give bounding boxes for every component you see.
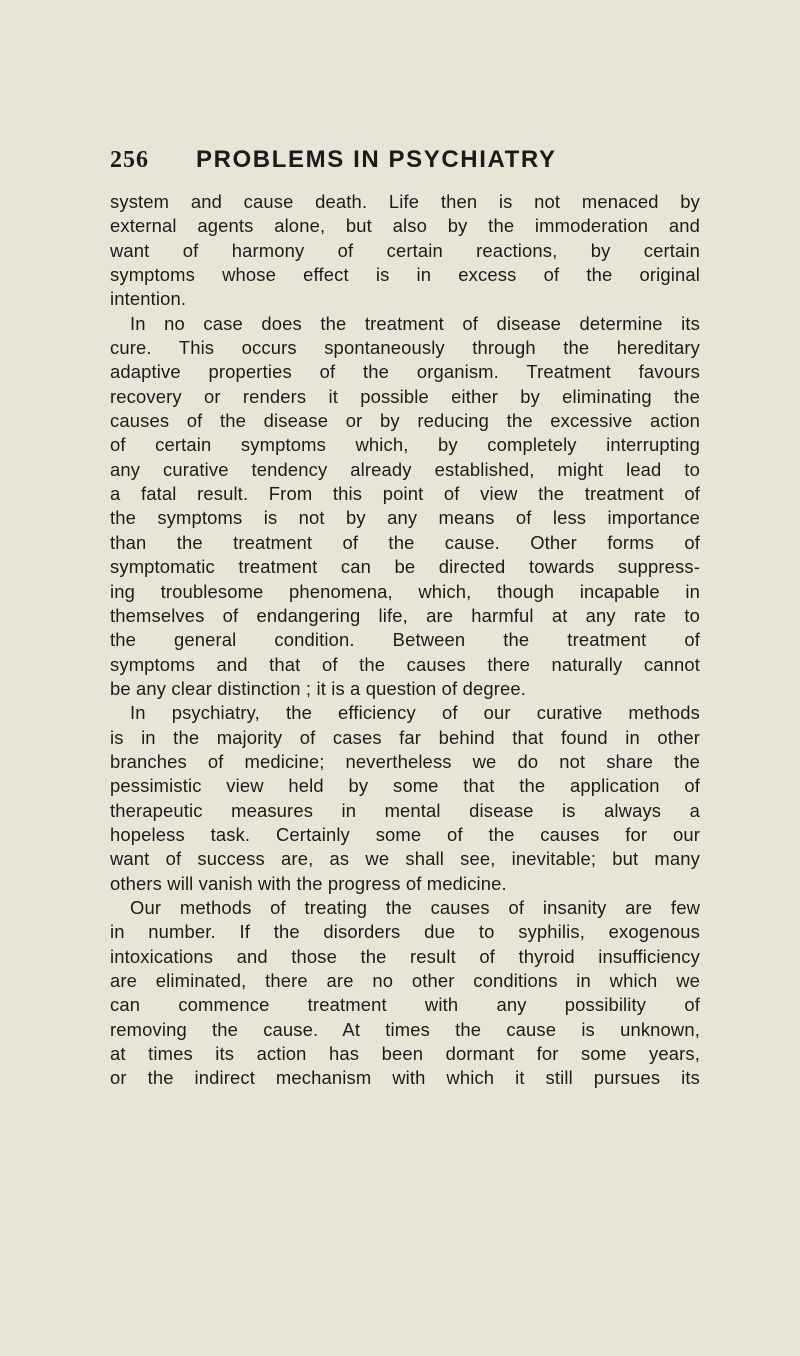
text-line: recovery or renders it possible either by eliminating the [110, 385, 700, 407]
text-line: is in the majority of cases far behind that found in other [110, 726, 700, 748]
text-line: branches of medicine; nevertheless we do not share the [110, 750, 700, 772]
text-line: adaptive properties of the organism. Treatment favours [110, 361, 700, 383]
text-line: than the treatment of the cause. Other forms of [110, 531, 700, 553]
text-line: the symptoms is not by any means of less importance [110, 507, 700, 529]
text-line: others will vanish with the progress of medicine. [110, 872, 507, 894]
text-line: symptoms and that of the causes there naturally cannot [110, 653, 700, 675]
text-line: the general condition. Between the treatment of [110, 629, 700, 651]
running-head [110, 146, 710, 180]
text-line: are eliminated, there are no other conditions in which we [110, 970, 700, 991]
text-line: symptoms whose effect is in excess of the original [110, 264, 700, 286]
text-line: at times its action has been dormant for some years, [110, 1043, 700, 1065]
text-line: in number. If the disorders due to syphilis, exogenous [110, 921, 700, 943]
text-line: cure. This occurs spontaneously through the hereditary [110, 337, 700, 359]
text-line: causes of the disease or by reducing the excessive action [110, 410, 700, 432]
text-line: symptomatic treatment can be directed towards suppress- [110, 556, 700, 578]
text-line: can commence treatment with any possibility of [110, 994, 700, 1016]
running-title: PROBLEMS IN PSYCHIATRY [196, 146, 557, 173]
page-number: 256 [110, 147, 149, 173]
text-line: external agents alone, but also by the immoderation and [110, 215, 700, 237]
text-line: In no case does the treatment of disease determine its [130, 312, 700, 334]
text-line: In psychiatry, the efficiency of our curative methods [130, 702, 700, 724]
text-line: any curative tendency already established, might lead to [110, 458, 700, 480]
text-line: intention. [110, 288, 187, 310]
body-text [110, 190, 700, 1091]
text-line: of certain symptoms which, by completely interrupting [110, 434, 700, 456]
text-line: hopeless task. Certainly some of the causes for our [110, 823, 700, 845]
text-line: Our methods of treating the causes of insanity are few [130, 896, 700, 918]
text-line: a fatal result. From this point of view the treatment of [110, 483, 700, 505]
text-line: themselves of endangering life, are harmful at any rate to [110, 604, 700, 626]
text-line: intoxications and those the result of thyroid insufficiency [110, 945, 700, 967]
text-line: pessimistic view held by some that the application of [110, 775, 700, 797]
text-line: system and cause death. Life then is not menaced by [110, 191, 700, 212]
text-line: ing troublesome phenomena, which, though incapable in [110, 580, 700, 602]
text-line: want of harmony of certain reactions, by certain [110, 239, 700, 261]
text-line: or the indirect mechanism with which it still pursues its [110, 1067, 700, 1089]
text-line: want of success are, as we shall see, inevitable; but many [110, 848, 700, 870]
text-line: therapeutic measures in mental disease is always a [110, 799, 700, 821]
text-line: be any clear distinction ; it is a question of degree. [110, 677, 526, 699]
text-line: removing the cause. At times the cause is unknown, [110, 1018, 700, 1040]
